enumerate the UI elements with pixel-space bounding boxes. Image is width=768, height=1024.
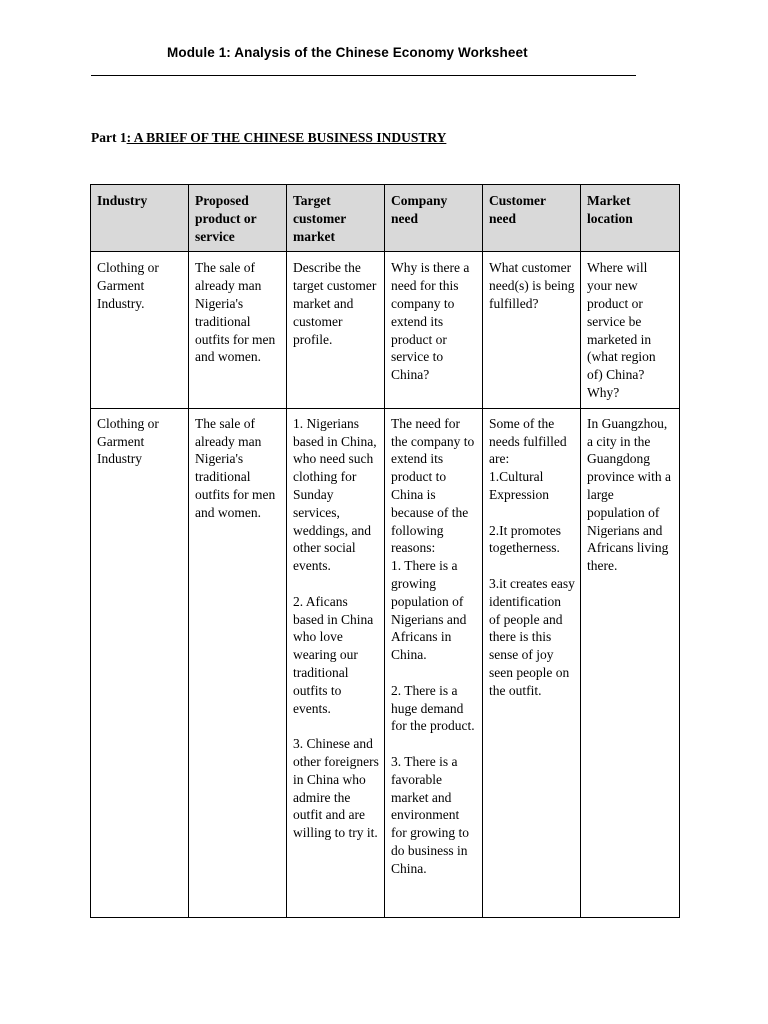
prompt-product-cell [189,252,287,408]
prompt-company-need-cell [385,252,483,408]
answer-market-cell [287,408,385,917]
prompt-customer-need-cell [483,252,581,408]
header-divider [91,75,636,76]
header-target-market: Target customer market [287,185,385,252]
table-row [91,252,680,408]
cell-text: Clothing or Garment Industry. [97,260,159,311]
cell-text: Why is there a need for this company to extend its product or service to China? [391,260,470,383]
part-title: : A BRIEF OF THE CHINESE BUSINESS INDUSTRY [126,130,447,145]
answer-industry-cell [91,408,189,917]
prompt-market-cell [287,252,385,408]
cell-text: The sale of already man Nigeria's traditional outfits for men and women. [195,415,276,520]
cell-text: 1. Nigerians based in China, who need such clothing for Sunday services, weddings, and other social events. 2. Aficans based in China who love wearing our traditional outfits to events. 3. Chinese and other foreigners in China who admire the outfit and are willing to try it. [293,415,379,841]
answer-customer-need-cell [483,408,581,917]
header-industry: Industry [91,185,189,252]
cell-text: What customer need(s) is being fulfilled? [489,260,575,311]
prompt-location-cell [581,252,680,408]
answer-location-cell [581,408,680,917]
prompt-industry-cell [91,252,189,408]
header-proposed-product: Proposed product or service [189,185,287,252]
answer-product-cell [189,408,287,917]
header-customer-need: Customer need [483,185,581,252]
cell-text: The need for the company to extend its product to China is because of the following reasons: 1. There is a growing population of Nigerians and Africans in China. 2. There is a huge demand for the product. 3. There is a favorable market and environment for growing to do business in China. [391,415,475,876]
part-heading [91,130,446,146]
cell-text: The sale of already man Nigeria's traditional outfits for men and women. [195,260,276,365]
cell-text: Some of the needs fulfilled are: 1.Cultural Expression 2.It promotes togetherness. 3.it creates easy identification of people and there is this sense of joy seen people on the outfit. [489,415,575,698]
header-company-need: Company need [385,185,483,252]
part-label: Part 1 [91,130,127,145]
table-header-row [91,185,680,252]
cell-text: In Guangzhou, a city in the Guangdong province with a large population of Nigerians and Africans living there. [587,415,671,574]
header-market-location: Market location [581,185,680,252]
cell-text: Where will your new product or service be marketed in (what region of) China? Why? [587,260,656,400]
cell-text: Describe the target customer market and customer profile. [293,260,377,347]
answer-company-need-cell [385,408,483,917]
table-row [91,408,680,917]
cell-text: Clothing or Garment Industry [97,415,159,467]
industry-analysis-table [90,184,680,918]
worksheet-title: Module 1: Analysis of the Chinese Economy Worksheet [167,45,528,60]
